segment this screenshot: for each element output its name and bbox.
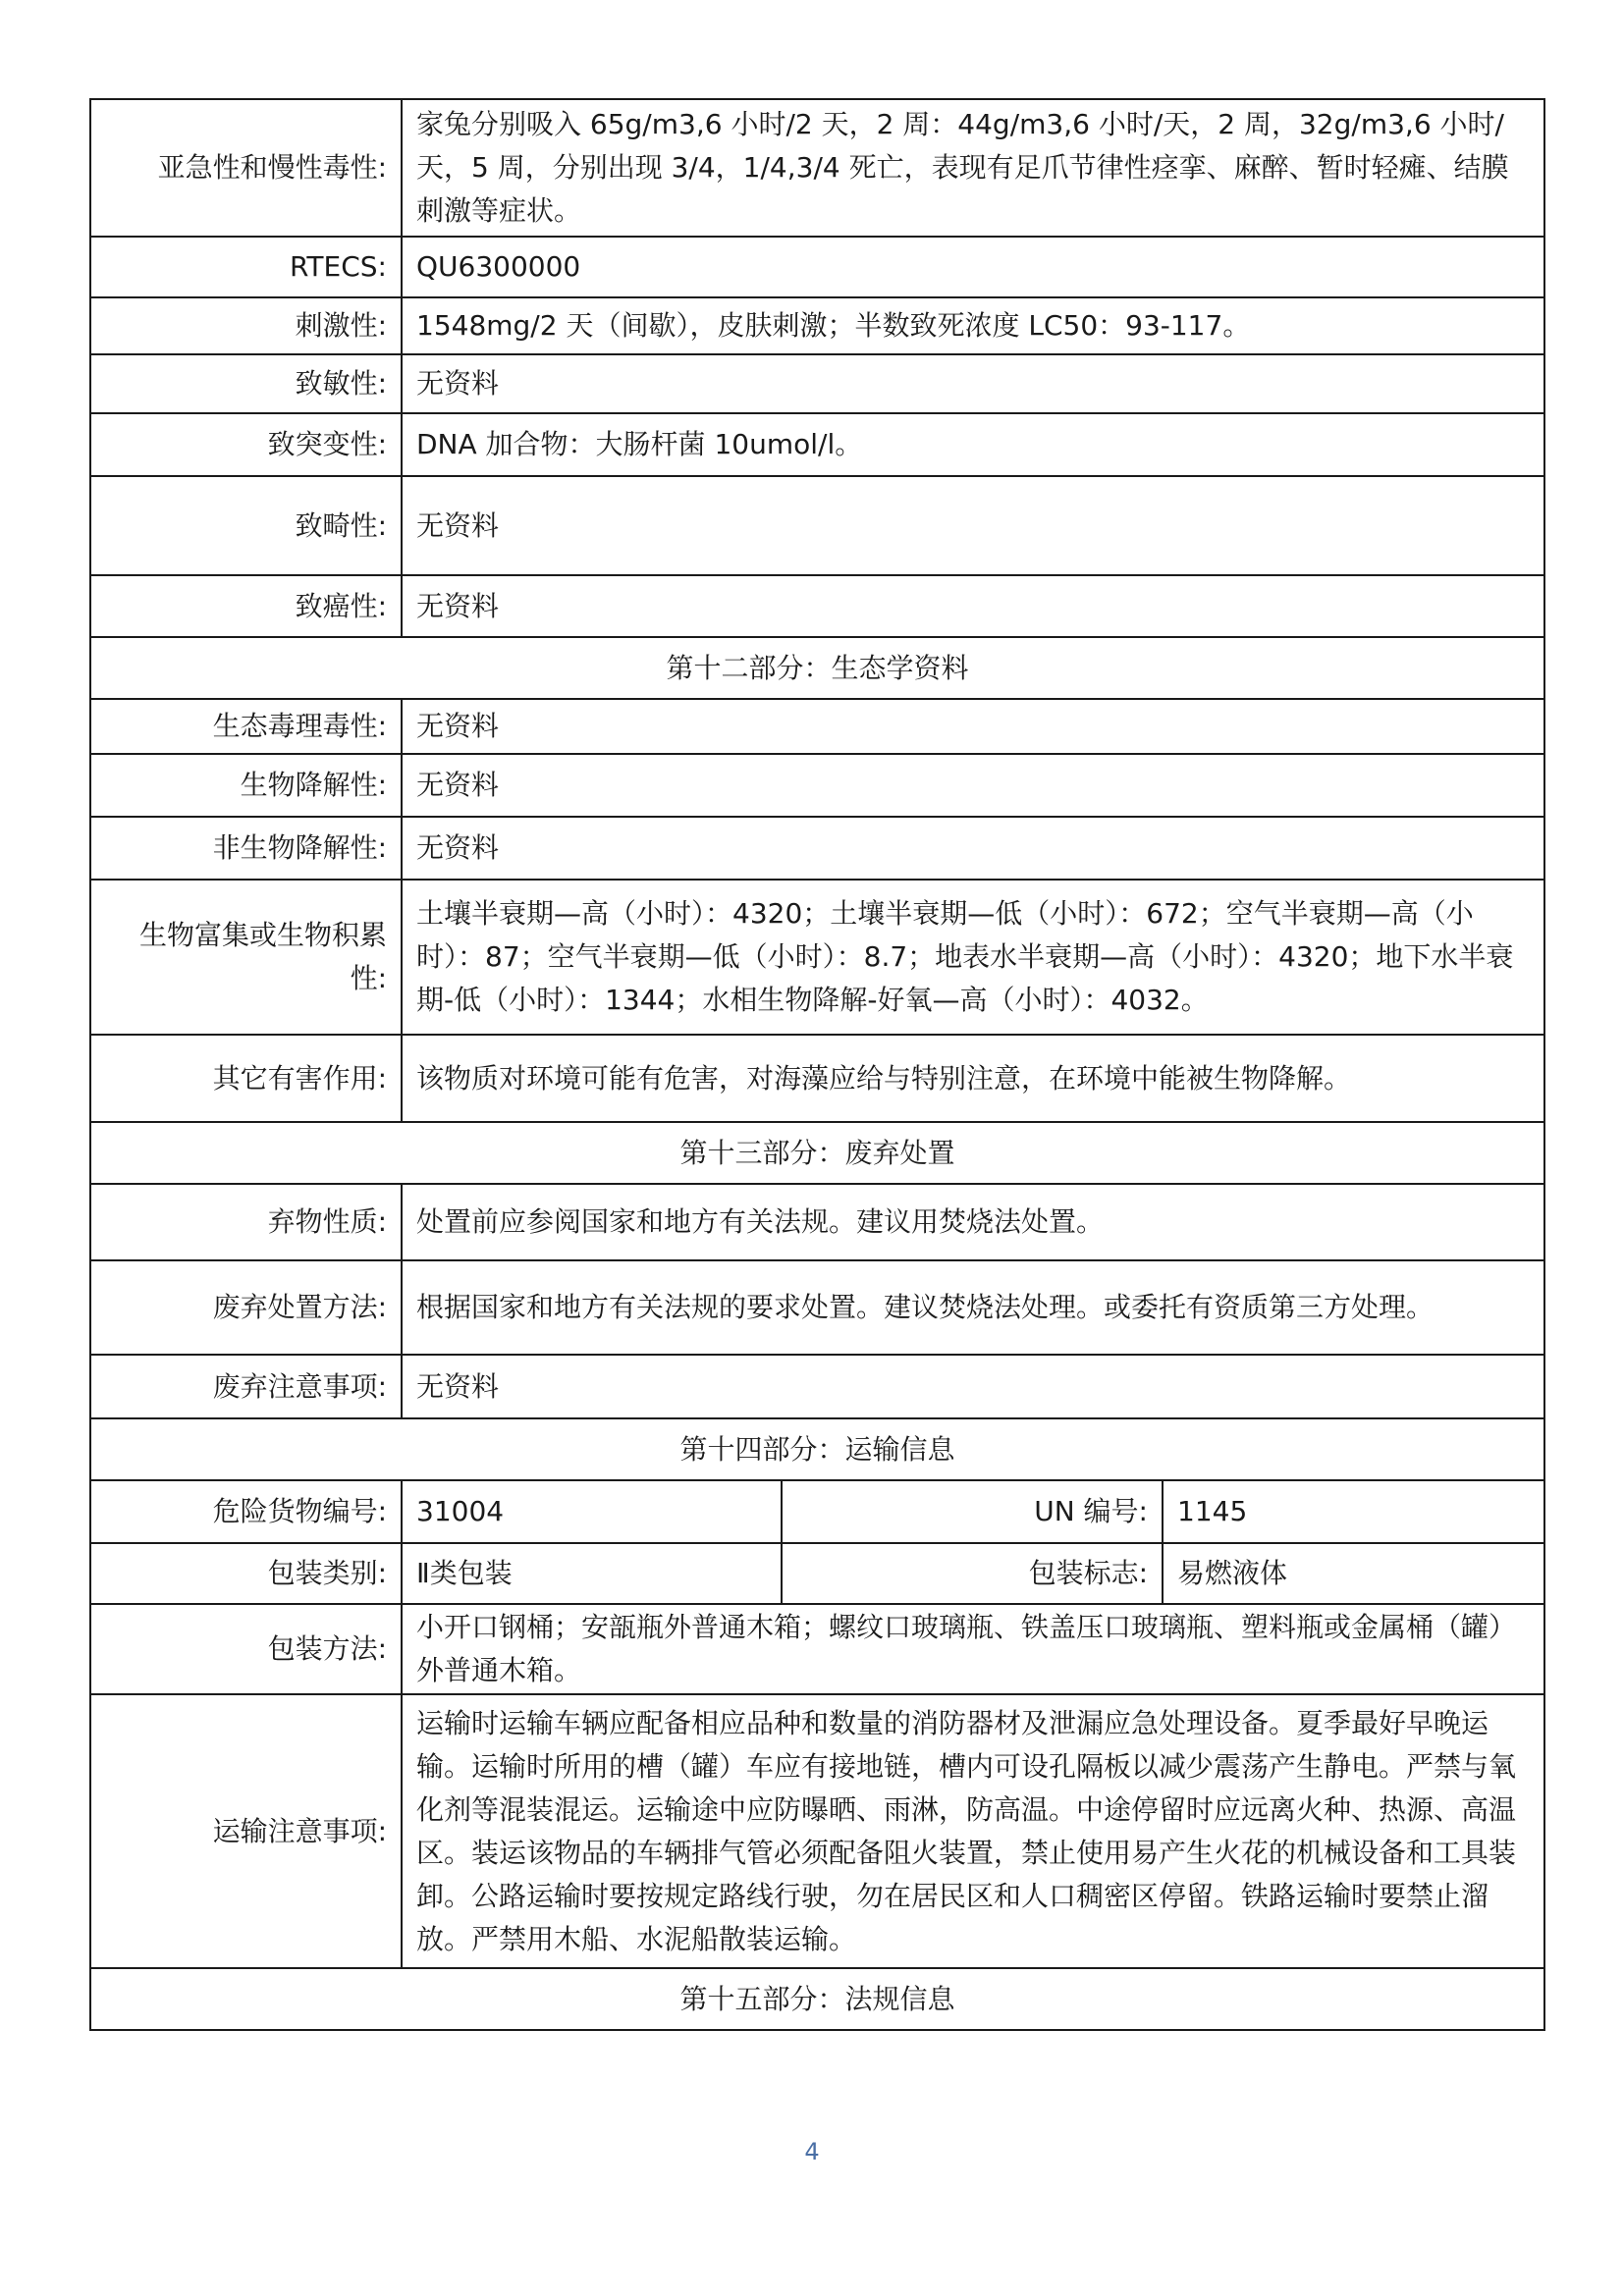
label-disposal-notes: 废弃注意事项: <box>90 1355 402 1418</box>
value-package-class: Ⅱ类包装 <box>402 1543 782 1604</box>
value-disposal-notes: 无资料 <box>402 1355 1544 1418</box>
row-transport-notes <box>90 1694 1544 1968</box>
label-bioaccumulation: 生物富集或生物积累性: <box>90 880 402 1035</box>
label-transport-notes: 运输注意事项: <box>90 1694 402 1968</box>
label-biodegradability: 生物降解性: <box>90 754 402 817</box>
row-mutagenicity <box>90 413 1544 476</box>
row-bioaccumulation <box>90 880 1544 1035</box>
row-dg-number <box>90 1480 1544 1543</box>
row-package-method <box>90 1604 1544 1694</box>
value-carcinogenicity: 无资料 <box>402 575 1544 637</box>
row-subacute-toxicity <box>90 99 1544 237</box>
section-title-ecology: 第十二部分：生态学资料 <box>90 637 1544 699</box>
label-nonbiodegradability: 非生物降解性: <box>90 817 402 880</box>
value-disposal-method: 根据国家和地方有关法规的要求处置。建议焚烧法处理。或委托有资质第三方处理。 <box>402 1260 1544 1355</box>
label-package-method: 包装方法: <box>90 1604 402 1694</box>
row-rtecs <box>90 237 1544 297</box>
value-bioaccumulation: 土壤半衰期—高（小时）：4320；土壤半衰期—低（小时）：672；空气半衰期—高（小时）：87；空气半衰期—低（小时）：8.7；地表水半衰期—高（小时）：4320；地下水半衰期-低（小时）：1344；水相生物降解-好氧—高（小时）：4032。 <box>402 880 1544 1035</box>
label-un-number: UN 编号: <box>782 1480 1163 1543</box>
row-other-effects <box>90 1035 1544 1122</box>
value-un-number: 1145 <box>1163 1480 1544 1543</box>
value-rtecs: QU6300000 <box>402 237 1544 297</box>
row-nonbiodegradability <box>90 817 1544 880</box>
value-sensitization: 无资料 <box>402 354 1544 413</box>
label-package-class: 包装类别: <box>90 1543 402 1604</box>
section-title-transport: 第十四部分：运输信息 <box>90 1418 1544 1480</box>
section-header-14 <box>90 1418 1544 1480</box>
row-disposal-notes <box>90 1355 1544 1418</box>
section-header-12 <box>90 637 1544 699</box>
value-transport-notes: 运输时运输车辆应配备相应品种和数量的消防器材及泄漏应急处理设备。夏季最好早晚运输。运输时所用的槽（罐）车应有接地链，槽内可设孔隔板以减少震荡产生静电。严禁与氧化剂等混装混运。运输途中应防曝晒、雨淋，防高温。中途停留时应远离火种、热源、高温区。装运该物品的车辆排气管必须配备阻火装置，禁止使用易产生火花的机械设备和工具装卸。公路运输时要按规定路线行驶，勿在居民区和人口稠密区停留。铁路运输时要禁止溜放。严禁用木船、水泥船散装运输。 <box>402 1694 1544 1968</box>
label-sensitization: 致敏性: <box>90 354 402 413</box>
value-teratogenicity: 无资料 <box>402 476 1544 575</box>
label-irritation: 刺激性: <box>90 297 402 354</box>
row-sensitization <box>90 354 1544 413</box>
row-ecotoxicity <box>90 699 1544 754</box>
label-mutagenicity: 致突变性: <box>90 413 402 476</box>
section-title-regulatory: 第十五部分：法规信息 <box>90 1968 1544 2030</box>
label-disposal-method: 废弃处置方法: <box>90 1260 402 1355</box>
row-disposal-method <box>90 1260 1544 1355</box>
value-package-method: 小开口钢桶；安瓿瓶外普通木箱；螺纹口玻璃瓶、铁盖压口玻璃瓶、塑料瓶或金属桶（罐）外普通木箱。 <box>402 1604 1544 1694</box>
row-carcinogenicity <box>90 575 1544 637</box>
label-teratogenicity: 致畸性: <box>90 476 402 575</box>
label-other-effects: 其它有害作用: <box>90 1035 402 1122</box>
value-other-effects: 该物质对环境可能有危害，对海藻应给与特别注意，在环境中能被生物降解。 <box>402 1035 1544 1122</box>
value-irritation: 1548mg/2 天（间歇），皮肤刺激；半数致死浓度 LC50：93-117。 <box>402 297 1544 354</box>
label-waste-nature: 弃物性质: <box>90 1184 402 1260</box>
section-header-13 <box>90 1122 1544 1184</box>
value-mutagenicity: DNA 加合物：大肠杆菌 10umol/l。 <box>402 413 1544 476</box>
value-biodegradability: 无资料 <box>402 754 1544 817</box>
label-subacute-toxicity: 亚急性和慢性毒性: <box>90 99 402 237</box>
label-carcinogenicity: 致癌性: <box>90 575 402 637</box>
label-package-mark: 包装标志: <box>782 1543 1163 1604</box>
page-number: 4 <box>804 2138 820 2165</box>
section-title-disposal: 第十三部分：废弃处置 <box>90 1122 1544 1184</box>
value-waste-nature: 处置前应参阅国家和地方有关法规。建议用焚烧法处置。 <box>402 1184 1544 1260</box>
msds-table <box>89 98 1545 2031</box>
value-ecotoxicity: 无资料 <box>402 699 1544 754</box>
row-biodegradability <box>90 754 1544 817</box>
row-teratogenicity <box>90 476 1544 575</box>
row-irritation <box>90 297 1544 354</box>
row-waste-nature <box>90 1184 1544 1260</box>
value-nonbiodegradability: 无资料 <box>402 817 1544 880</box>
value-dg-number: 31004 <box>402 1480 782 1543</box>
label-ecotoxicity: 生态毒理毒性: <box>90 699 402 754</box>
value-subacute-toxicity: 家兔分别吸入 65g/m3,6 小时/2 天，2 周：44g/m3,6 小时/天，2 周，32g/m3,6 小时/天，5 周，分别出现 3/4，1/4,3/4 死亡，表现有足爪节律性痉挛、麻醉、暂时轻瘫、结膜刺激等症状。 <box>402 99 1544 237</box>
value-package-mark: 易燃液体 <box>1163 1543 1544 1604</box>
label-dg-number: 危险货物编号: <box>90 1480 402 1543</box>
row-package-class <box>90 1543 1544 1604</box>
label-rtecs: RTECS: <box>90 237 402 297</box>
section-header-15 <box>90 1968 1544 2030</box>
